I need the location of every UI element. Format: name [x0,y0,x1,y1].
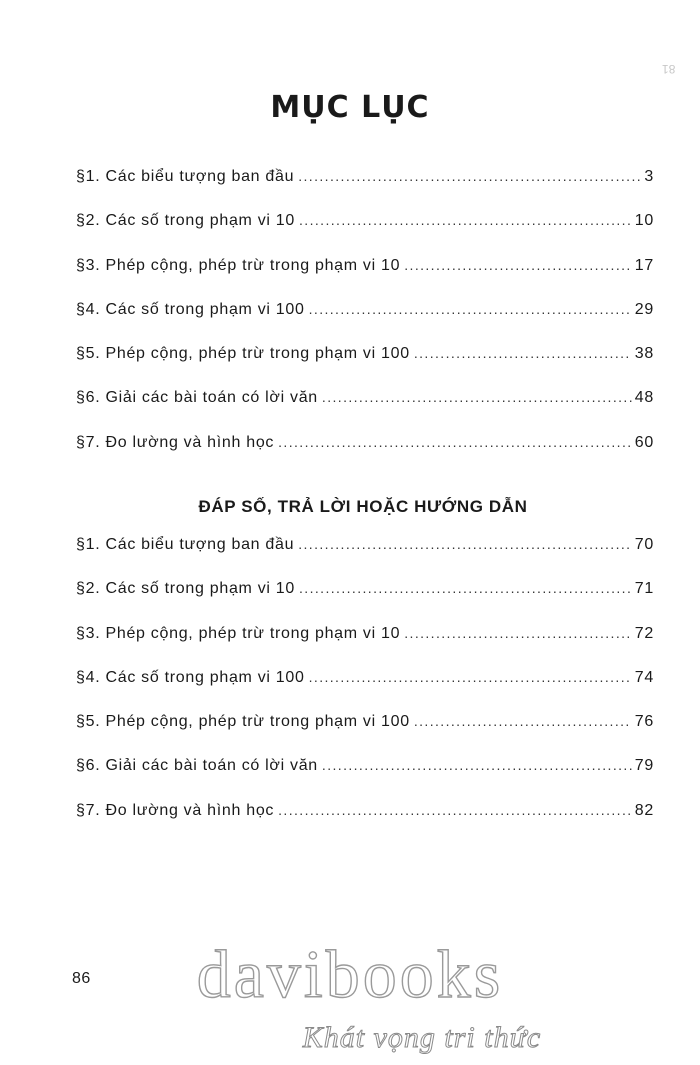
answers-list [76,536,654,846]
toc-row[interactable] [76,389,654,433]
dot-leader [404,257,632,273]
toc-page-number: 72 [634,624,654,642]
toc-page-number: 48 [634,389,654,407]
toc-row[interactable] [76,345,654,389]
dot-leader [298,536,632,552]
toc-page-number: 76 [634,713,654,731]
watermark-svg [150,925,550,1055]
toc-entry-label: §5. Phép cộng, phép trừ trong phạm vi 100 [76,713,410,731]
toc-row[interactable] [76,434,654,478]
toc-row[interactable] [76,257,654,301]
toc-row[interactable] [76,580,654,624]
toc-page-number: 71 [634,580,654,598]
toc-page-number: 74 [634,668,654,686]
toc-page-number: 70 [634,536,654,553]
toc-page-number: 79 [634,757,654,775]
toc-entry-label: §2. Các số trong phạm vi 10 [76,580,296,598]
toc-entry-label: §6. Giải các bài toán có lời văn [76,389,318,407]
dot-leader [299,212,632,228]
dot-leader [298,168,641,184]
toc-row[interactable] [76,301,654,345]
toc-row[interactable] [76,757,654,801]
toc-entry-label: §5. Phép cộng, phép trừ trong phạm vi 100 [76,345,410,363]
toc-page-number: 29 [634,300,654,318]
toc-row[interactable] [76,669,654,713]
toc-entry-label: §4. Các số trong phạm vi 100 [76,668,305,686]
toc-entry-label: §3. Phép cộng, phép trừ trong phạm vi 10 [76,256,401,274]
toc-row[interactable] [76,168,654,212]
watermark-tagline: Khát vọng tri thức [302,1021,542,1054]
dot-leader [309,301,632,317]
dot-leader [309,669,632,685]
corner-mark: 81 [662,62,676,76]
toc-row[interactable] [76,536,654,580]
toc-page-number: 17 [634,256,654,274]
toc-entry-label: §7. Đo lường và hình học [76,801,275,819]
toc-entry-label: §1. Các biểu tượng ban đầu [76,168,295,185]
toc-entry-label: §4. Các số trong phạm vi 100 [76,300,305,318]
page-number: 86 [72,970,91,987]
toc-page-number: 3 [644,168,654,185]
dot-leader [278,434,632,450]
toc-row[interactable] [76,625,654,669]
watermark-brand: davibooks [196,936,504,1012]
toc-list [76,168,654,478]
toc-row[interactable] [76,212,654,256]
dot-leader [278,802,632,818]
dot-leader [404,625,632,641]
toc-page-number: 82 [634,801,654,819]
toc-page-number: 10 [634,212,654,230]
dot-leader [322,389,632,405]
toc-entry-label: §2. Các số trong phạm vi 10 [76,212,296,230]
toc-entry-label: §3. Phép cộng, phép trừ trong phạm vi 10 [76,624,401,642]
toc-page-number: 60 [634,433,654,451]
dot-leader [414,713,632,729]
dot-leader [322,757,632,773]
answers-heading: ĐÁP SỐ, TRẢ LỜI HOẶC HƯỚNG DẪN [198,497,528,516]
davibooks-watermark-logo [150,925,550,1055]
toc-row[interactable] [76,802,654,846]
dot-leader [299,580,632,596]
toc-entry-label: §6. Giải các bài toán có lời văn [76,757,318,775]
dot-leader [414,345,632,361]
page-title: MỤC LỤC [270,90,430,125]
toc-page-number: 38 [634,345,654,363]
toc-entry-label: §7. Đo lường và hình học [76,433,275,451]
toc-row[interactable] [76,713,654,757]
toc-entry-label: §1. Các biểu tượng ban đầu [76,536,295,553]
